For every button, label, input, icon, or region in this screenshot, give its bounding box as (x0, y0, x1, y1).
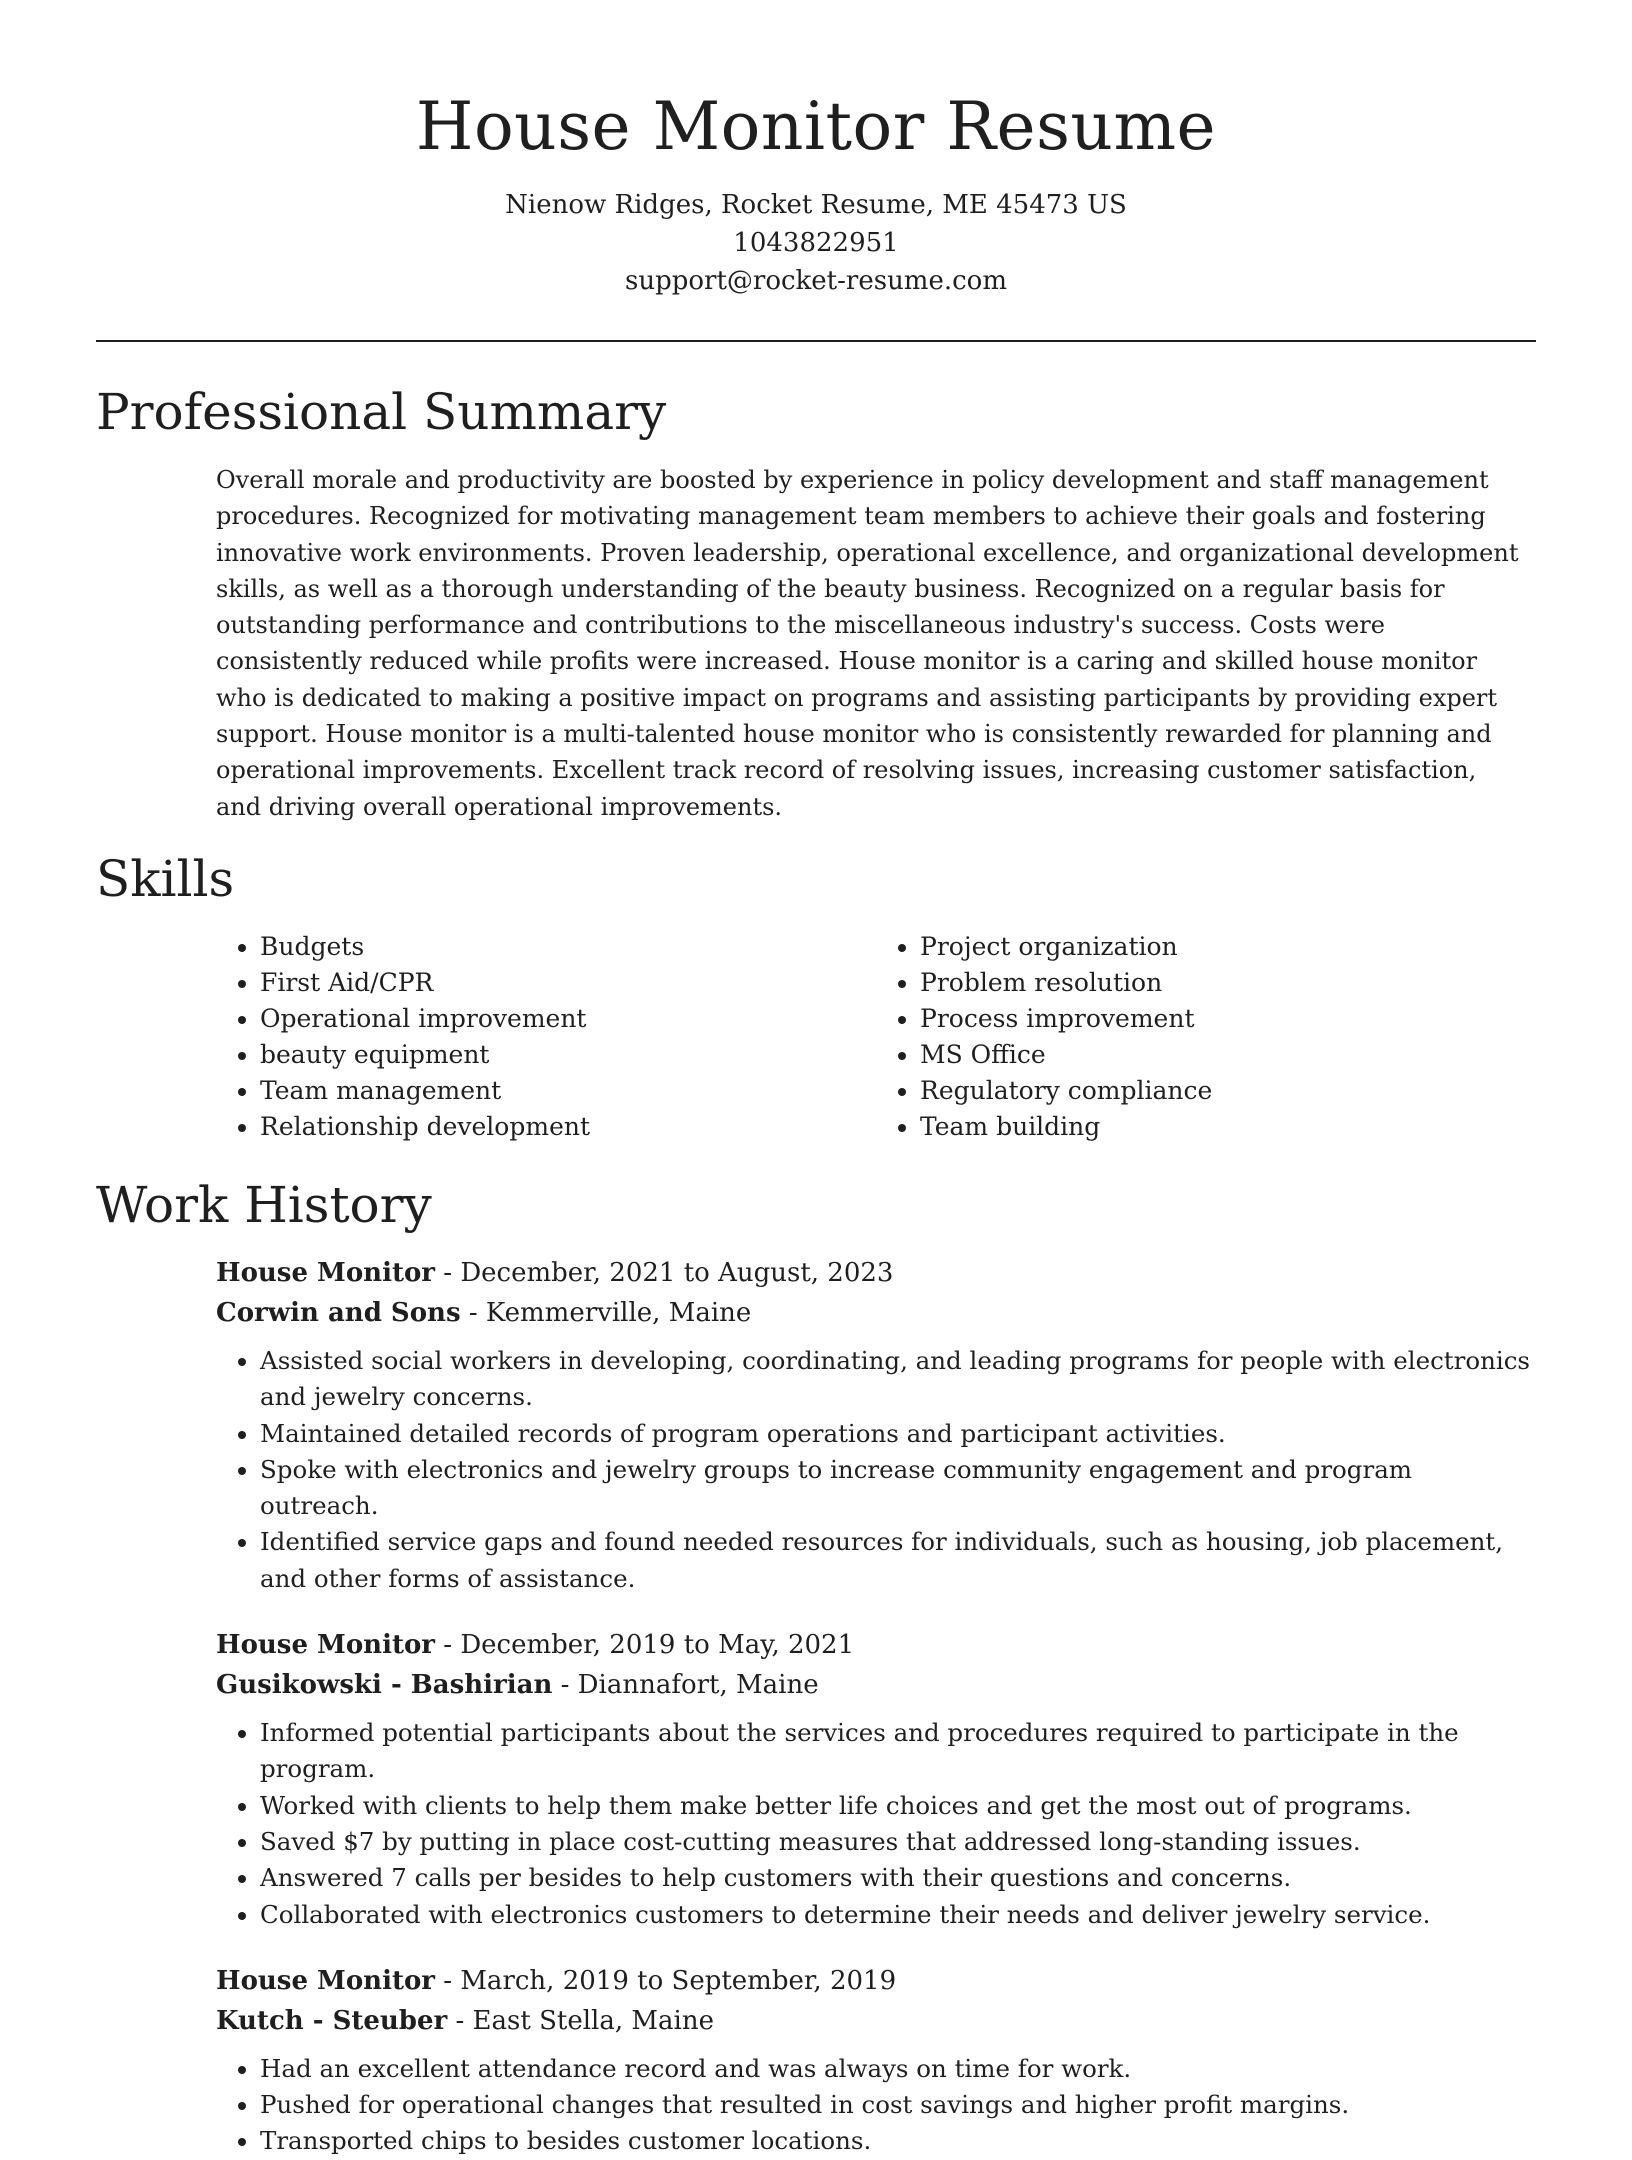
skill-item: • Operational improvement (260, 1001, 876, 1037)
skill-item: • MS Office (920, 1037, 1536, 1073)
skill-item: • Project organization (920, 929, 1536, 965)
job-bullet-list (216, 1343, 1536, 1597)
job-bullet: • Informed potential participants about the services and procedures required to participate in the program. (260, 1715, 1536, 1788)
job-location: - East Stella, Maine (447, 2005, 714, 2036)
job-bullet: • Maintained detailed records of program operations and participant activities. (260, 1416, 1536, 1452)
summary-text: Overall morale and productivity are boosted by experience in policy development and staff management procedures. Recognized for motivating management team members to achieve their goals and fostering innovative work environments. Proven leadership, operational excellence, and organizational development skills, as well as a thorough understanding of the beauty business. Recognized on a regular basis for outstanding performance and contributions to the miscellaneous industry's success. Costs were consistently reduced while profits were increased. House monitor is a caring and skilled house monitor who is dedicated to making a positive impact on programs and assisting participants by providing expert support. House monitor is a multi-talented house monitor who is consistently rewarded for planning and operational improvements. Excellent track record of resolving issues, increasing customer satisfaction, and driving overall operational improvements. (216, 466, 1519, 821)
skill-item: • Budgets (260, 929, 876, 965)
resume-page (96, 0, 1536, 2160)
skills-list (216, 929, 1536, 1145)
job-dates: - December, 2021 to August, 2023 (435, 1257, 894, 1288)
job-bullet: • Had an excellent attendance record and was always on time for work. (260, 2051, 1536, 2087)
skills-column-right (876, 929, 1536, 1145)
job-bullet: • Collaborated with electronics customers to determine their needs and deliver jewelry service. (260, 1897, 1536, 1933)
job-company: Kutch - Steuber (216, 2005, 448, 2036)
header-divider (96, 340, 1536, 342)
job-bullet: • Answered 7 calls per besides to help customers with their questions and concerns. (260, 1860, 1536, 1896)
job-title-line (216, 1625, 1536, 1665)
summary-heading: Professional Summary (96, 383, 667, 441)
contact-email: support@rocket-resume.com (624, 266, 1007, 296)
job-title-line (216, 1961, 1536, 2001)
resume-header (96, 0, 1536, 300)
skill-item: • Team building (920, 1109, 1536, 1145)
contact-phone: 1043822951 (733, 228, 899, 258)
skill-item: • First Aid/CPR (260, 965, 876, 1001)
job-entry (216, 1961, 1536, 2160)
contact-address: Nienow Ridges, Rocket Resume, ME 45473 US (505, 190, 1127, 220)
job-bullet: • Transported chips to besides customer locations. (260, 2123, 1536, 2159)
skill-item: • Relationship development (260, 1109, 876, 1145)
skill-item: • beauty equipment (260, 1037, 876, 1073)
job-dates: - December, 2019 to May, 2021 (435, 1630, 855, 1661)
skill-item: • Process improvement (920, 1001, 1536, 1037)
skill-item: • Regulatory compliance (920, 1073, 1536, 1109)
resume-title: House Monitor Resume (415, 88, 1217, 165)
job-title: House Monitor (216, 1630, 435, 1661)
job-bullet-list (216, 1715, 1536, 1933)
skill-item: • Team management (260, 1073, 876, 1109)
skills-column-left (216, 929, 876, 1145)
job-company: Gusikowski - Bashirian (216, 1670, 553, 1701)
job-location: - Diannafort, Maine (552, 1670, 819, 1701)
work-history-heading: Work History (96, 1175, 432, 1234)
job-location: - Kemmerville, Maine (460, 1297, 752, 1328)
job-company-line (216, 1665, 1536, 1705)
job-entry (216, 1625, 1536, 1933)
job-entry (216, 1253, 1536, 1597)
job-company-line (216, 2001, 1536, 2041)
job-bullet: • Saved $7 by putting in place cost-cutting measures that addressed long-standing issues. (260, 1824, 1536, 1860)
skills-heading: Skills (96, 849, 235, 908)
job-title: House Monitor (216, 1965, 435, 1996)
job-company-line (216, 1293, 1536, 1333)
job-bullet: • Pushed for operational changes that resulted in cost savings and higher profit margins. (260, 2087, 1536, 2123)
job-bullet: • Assisted social workers in developing, coordinating, and leading programs for people with electronics and jewelry concerns. (260, 1343, 1536, 1416)
job-bullet-list (216, 2051, 1536, 2160)
job-bullet: • Identified service gaps and found needed resources for individuals, such as housing, job placement, and other forms of assistance. (260, 1524, 1536, 1597)
job-title-line (216, 1253, 1536, 1293)
job-title: House Monitor (216, 1257, 435, 1288)
job-bullet: • Spoke with electronics and jewelry groups to increase community engagement and program outreach. (260, 1452, 1536, 1525)
job-bullet: • Worked with clients to help them make better life choices and get the most out of programs. (260, 1788, 1536, 1824)
skill-item: • Problem resolution (920, 965, 1536, 1001)
job-dates: - March, 2019 to September, 2019 (435, 1965, 897, 1996)
job-company: Corwin and Sons (216, 1297, 461, 1328)
